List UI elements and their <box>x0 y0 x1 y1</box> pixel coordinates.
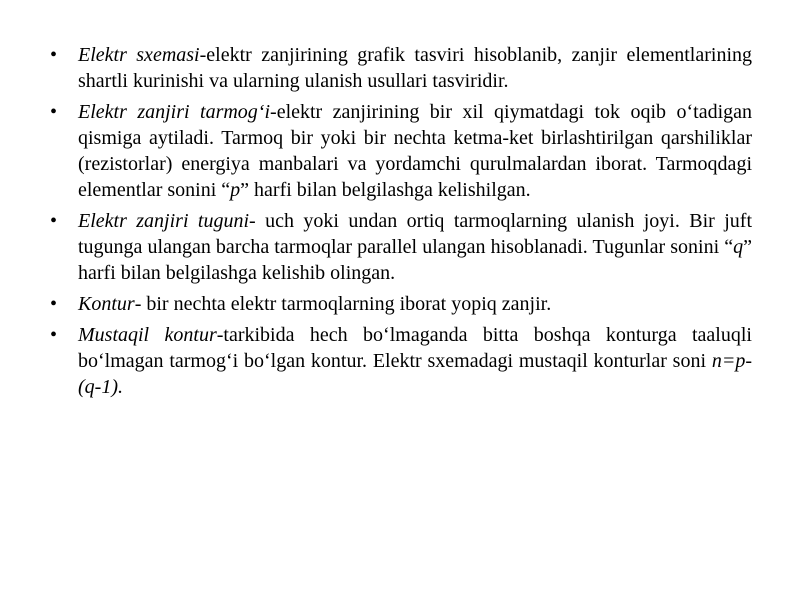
definition-list <box>48 42 752 405</box>
definition-text: - bir nechta elektr tarmoqlarning iborat yopiq zanjir. <box>134 293 552 315</box>
term: Kontur <box>78 293 135 315</box>
formula: n=p-(q-1). <box>78 350 752 398</box>
list-item <box>48 99 752 203</box>
term: Elektr sxemasi <box>78 44 200 66</box>
term: Elektr zanjiri tarmog‘i <box>78 101 271 123</box>
definition-text: -elektr zanjirining bir xil qiymatdagi tok oqib o‘tadigan qismiga aytiladi. Tarmoq bir yoki bir nechta ketma-ket birlashtirilgan qarshiliklar (rezistorlar) energiya manbalari va yordamchi qurulmalardan iborat. Tarmoqdagi elementlar sonini “ <box>78 101 753 201</box>
definition-text: - uch yoki undan ortiq tarmoqlarning ulanish joyi. Bir juft tugunga ulangan barcha tarmoqlar parallel ulangan hisoblanadi. Tugunlar sonini “ <box>78 210 753 258</box>
list-item <box>48 322 752 400</box>
definition-text: ” harfi bilan belgilashga kelishib olingan. <box>78 236 752 284</box>
list-item <box>48 42 752 94</box>
symbol-q: q <box>733 236 744 258</box>
term: Elektr zanjiri tuguni <box>78 210 250 232</box>
bullet-icon: • <box>50 324 58 346</box>
list-item <box>48 291 752 317</box>
bullet-icon: • <box>50 293 58 315</box>
list-item <box>48 208 752 286</box>
symbol-p: p <box>230 179 241 201</box>
bullet-icon: • <box>50 101 58 123</box>
bullet-icon: • <box>50 44 58 66</box>
bullet-icon: • <box>50 210 58 232</box>
term: Mustaqil kontur <box>78 324 217 346</box>
definition-text: -elektr zanjirining grafik tasviri hisoblanib, zanjir elementlarining shartli kurinishi va ularning ulanish usullari tasviridir. <box>78 44 753 92</box>
definition-text: ” harfi bilan belgilashga kelishilgan. <box>240 179 531 201</box>
definition-text: -tarkibida hech bo‘lmaganda bitta boshqa konturga taaluqli bo‘lmagan tarmog‘i bo‘lgan kontur. Elektr sxemadagi mustaqil konturlar soni <box>78 324 752 372</box>
